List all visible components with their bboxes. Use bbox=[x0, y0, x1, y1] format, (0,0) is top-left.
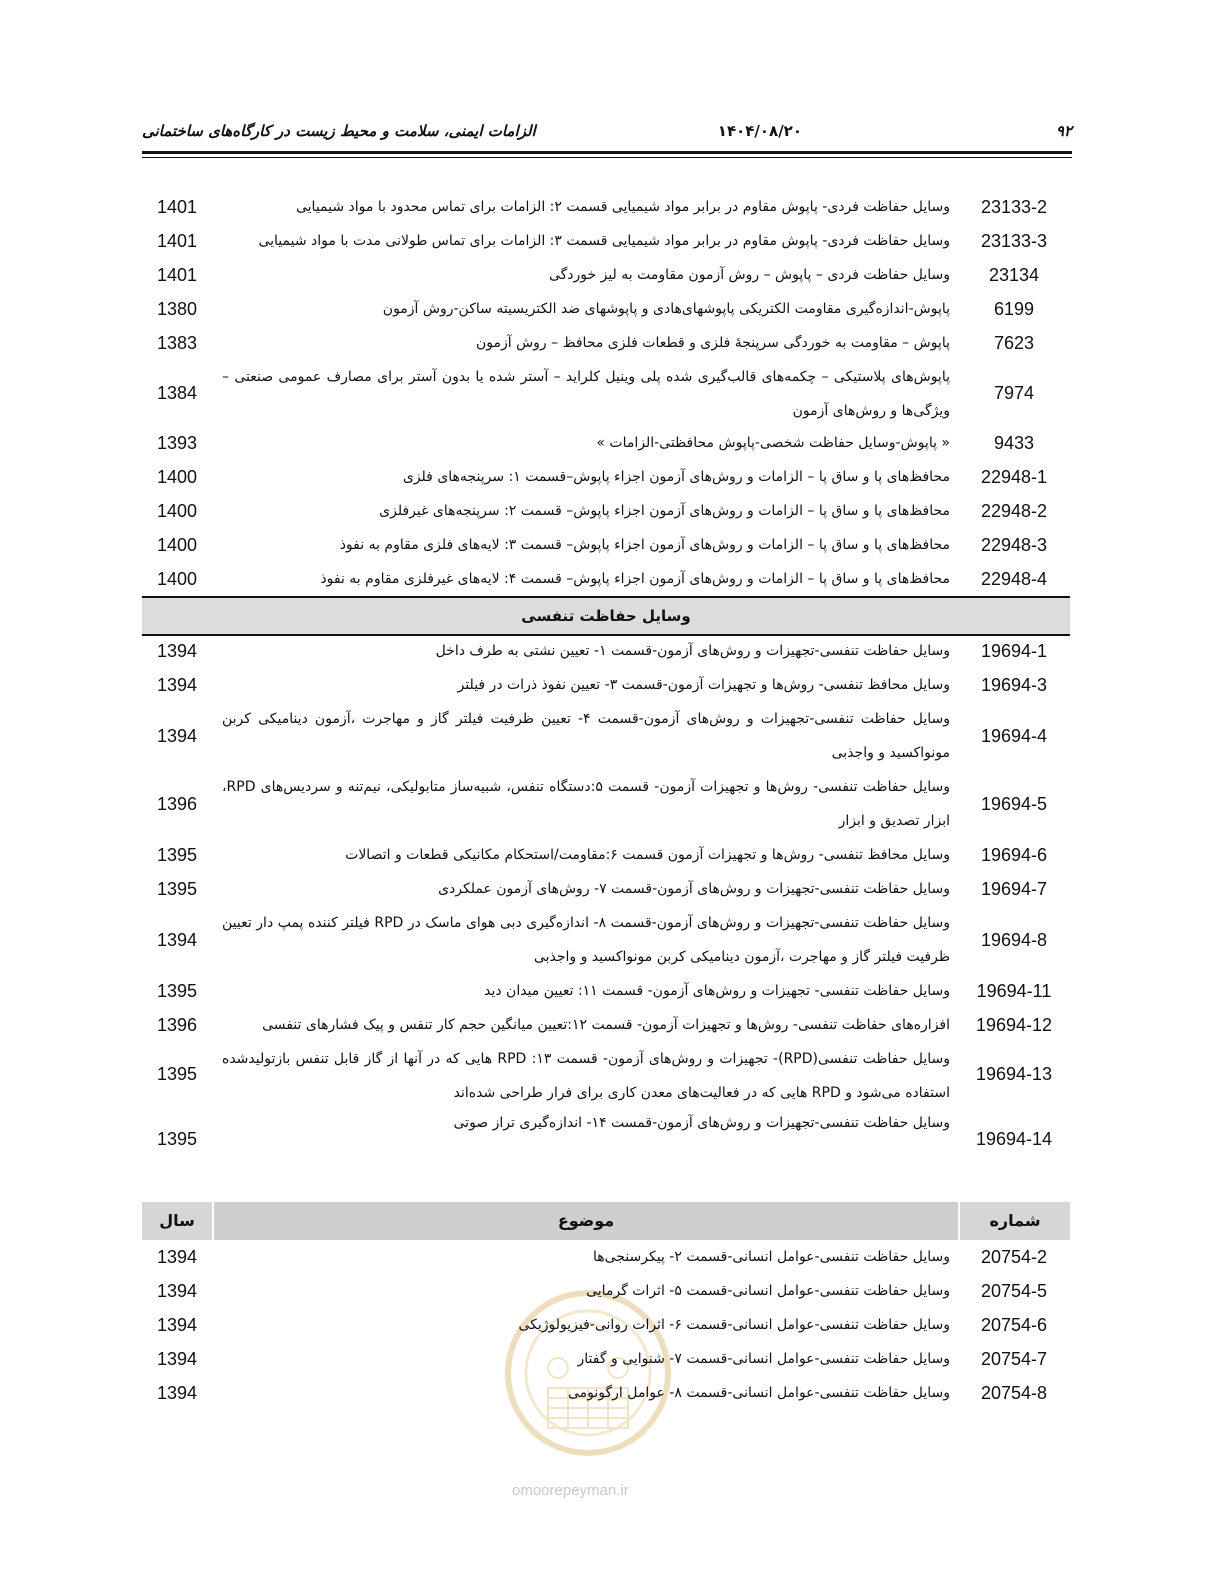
standard-number: 23133-2 bbox=[980, 197, 1048, 217]
standard-year: 1394 bbox=[156, 1247, 198, 1267]
standard-number: 6199 bbox=[993, 299, 1035, 319]
standard-number: 7623 bbox=[993, 333, 1035, 353]
standard-year: 1395 bbox=[156, 1129, 198, 1149]
footwear-standards-table bbox=[142, 190, 1070, 596]
table-row bbox=[142, 668, 1070, 702]
standard-subject: محافظ‌های پا و ساق پا – الزامات و روش‌های آزمون اجزاء پاپوش– قسمت ۲: سرپنجه‌های غیرفلزی bbox=[379, 503, 950, 519]
standard-year: 1394 bbox=[156, 641, 198, 661]
table-row bbox=[142, 360, 1070, 426]
standard-subject: وسایل حفاظت تنفسی-تجهیزات و روش‌های آزمون-قسمت ۱- تعیین نشتی به طرف داخل bbox=[435, 643, 950, 659]
standard-number: 19694-6 bbox=[980, 845, 1048, 865]
standard-subject: « پاپوش-وسایل حفاظت شخصی-پاپوش محافظتی-الزامات » bbox=[596, 435, 950, 451]
standard-subject: وسایل حفاظت تنفسی-تجهیزات و روش‌های آزمون-قمست ۱۴- اندازه‌گیری تراز صوتی bbox=[453, 1115, 950, 1131]
table-header bbox=[142, 1202, 1070, 1240]
standard-year: 1401 bbox=[156, 231, 198, 251]
standard-year: 1394 bbox=[156, 1315, 198, 1335]
table-row bbox=[142, 562, 1070, 596]
standard-number: 19694-5 bbox=[980, 794, 1048, 814]
table-row bbox=[142, 1106, 1070, 1172]
header-title: الزامات ایمنی، سلامت و محیط زیست در کارگاه‌های ساختمانی bbox=[142, 122, 536, 140]
standard-year: 1401 bbox=[156, 197, 198, 217]
standard-year: 1393 bbox=[156, 433, 198, 453]
standard-subject: محافظ‌های پا و ساق پا – الزامات و روش‌های آزمون اجزاء پاپوش–قسمت ۱: سرپنجه‌های فلزی bbox=[402, 469, 950, 485]
standard-number: 22948-4 bbox=[980, 569, 1048, 589]
standard-number: 19694-1 bbox=[980, 641, 1048, 661]
table-row bbox=[142, 770, 1070, 838]
standard-year: 1394 bbox=[156, 1281, 198, 1301]
standard-year: 1394 bbox=[156, 726, 198, 746]
standard-year: 1394 bbox=[156, 930, 198, 950]
standard-number: 19694-8 bbox=[980, 930, 1048, 950]
standard-number: 19694-11 bbox=[976, 981, 1052, 1001]
standard-subject: وسایل حفاظت فردی – پاپوش – روش آزمون مقاومت به لیز خوردگی bbox=[548, 267, 950, 283]
standard-subject: وسایل حفاظت تنفسی-عوامل انسانی-قسمت ۲- پیکرسنجی‌ها bbox=[592, 1249, 950, 1265]
table-row bbox=[142, 528, 1070, 562]
table-row bbox=[142, 326, 1070, 360]
table-row bbox=[142, 1240, 1070, 1274]
standard-subject: وسایل حفاظت تنفسی(RPD)- تجهیزات و روش‌های آزمون- قسمت ۱۳: RPD هایی که در آنها از گاز قابل تنفس بازتولیدشده استفاده می‌شود و RPD هایی که در فعالیت‌های معدن کاری برای فرار طراحی شده‌اند bbox=[222, 1051, 951, 1101]
table-row bbox=[142, 292, 1070, 326]
standard-year: 1400 bbox=[156, 467, 198, 487]
standard-number: 22948-2 bbox=[980, 501, 1048, 521]
standard-year: 1401 bbox=[156, 265, 198, 285]
standard-number: 20754-7 bbox=[980, 1349, 1048, 1369]
table-row bbox=[142, 838, 1070, 872]
standard-subject: وسایل حفاظت تنفسی-تجهیزات و روش‌های آزمون-قسمت ۴- تعیین ظرفیت فیلتر گاز و مهاجرت ،آزمون دینامیکی کربن مونواکسید و واجذبی bbox=[222, 711, 950, 761]
standard-number: 20754-6 bbox=[980, 1315, 1048, 1335]
table-row bbox=[142, 906, 1070, 974]
standard-number: 23133-3 bbox=[980, 231, 1048, 251]
standard-subject: وسایل محافظ تنفسی- روش‌ها و تجهیزات آزمون-قسمت ۳- تعیین نفوذ ذرات در فیلتر bbox=[457, 677, 950, 693]
table-row bbox=[142, 426, 1070, 460]
standard-year: 1395 bbox=[156, 981, 198, 1001]
human-factors-standards-table bbox=[142, 1240, 1070, 1410]
standard-number: 23134 bbox=[988, 265, 1040, 285]
column-header-year: سال bbox=[159, 1211, 195, 1230]
table-row bbox=[142, 460, 1070, 494]
standard-number: 22948-1 bbox=[980, 467, 1048, 487]
respiratory-standards-table bbox=[142, 634, 1070, 1172]
standard-number: 19694-14 bbox=[975, 1129, 1053, 1149]
watermark-url: omoorepeyman.ir bbox=[512, 1482, 629, 1499]
standard-subject: وسایل حفاظت فردی- پاپوش مقاوم در برابر مواد شیمیایی قسمت ۳: الزامات برای تماس طولانی مدت با مواد شیمیایی bbox=[258, 233, 950, 249]
standard-subject: وسایل حفاظت تنفسی- روش‌ها و تجهیزات آزمون- قسمت ۵:دستگاه تنفس، شبیه‌ساز متابولیکی، نیم‌تنه و سردیس‌های RPD، ابزار تصدیق و ابزار bbox=[222, 779, 951, 829]
table-row bbox=[142, 1008, 1070, 1042]
header-date: ۱۴۰۴/۰۸/۲۰ bbox=[717, 122, 802, 140]
standard-year: 1395 bbox=[156, 879, 198, 899]
table-row bbox=[142, 1274, 1070, 1308]
standard-year: 1394 bbox=[156, 675, 198, 695]
standard-number: 19694-7 bbox=[980, 879, 1048, 899]
standard-subject: پاپوش‌های پلاستیکی – چکمه‌های قالب‌گیری شده پلی وینیل کلراید – آستر شده یا بدون آستر برای مصارف عمومی صنعتی –ویژگی‌ها و روش‌های آزمون bbox=[222, 369, 950, 419]
standard-number: 20754-2 bbox=[980, 1247, 1048, 1267]
standard-number: 19694-3 bbox=[980, 675, 1048, 695]
table-row bbox=[142, 1308, 1070, 1342]
table-row bbox=[142, 224, 1070, 258]
standard-subject: وسایل حفاظت فردی- پاپوش مقاوم در برابر مواد شیمیایی قسمت ۲: الزامات برای تماس محدود با مواد شیمیایی bbox=[295, 199, 950, 215]
table-row bbox=[142, 1342, 1070, 1376]
standard-subject: وسایل حفاظت تنفسی-عوامل انسانی-قسمت ۸- عوامل ارگونومی bbox=[567, 1385, 950, 1401]
standard-number: 22948-3 bbox=[980, 535, 1048, 555]
table-row bbox=[142, 1376, 1070, 1410]
standard-subject: وسایل محافظ تنفسی- روش‌ها و تجهیزات آزمون قسمت ۶:مقاومت/استحکام مکانیکی قطعات و اتصالات bbox=[345, 847, 950, 863]
standard-year: 1400 bbox=[156, 501, 198, 521]
standard-year: 1394 bbox=[156, 1349, 198, 1369]
standard-year: 1395 bbox=[156, 845, 198, 865]
table-row bbox=[142, 258, 1070, 292]
table-row bbox=[142, 634, 1070, 668]
standard-year: 1380 bbox=[156, 299, 198, 319]
standard-subject: پاپوش-اندازه‌گیری مقاومت الکتریکی پاپوشهای‌هادی و پاپوشهای ضد الکتریسیته ساکن-روش آزمون bbox=[382, 301, 950, 317]
standard-subject: وسایل حفاظت تنفسی-عوامل انسانی-قسمت ۵- اثرات گرمایی bbox=[586, 1283, 950, 1299]
header-rule-thin bbox=[142, 157, 1072, 158]
standard-year: 1400 bbox=[156, 569, 198, 589]
table-row bbox=[142, 702, 1070, 770]
standard-year: 1400 bbox=[156, 535, 198, 555]
standard-subject: محافظ‌های پا و ساق پا – الزامات و روش‌های آزمون اجزاء پاپوش– قسمت ۴: لایه‌های غیرفلزی مقاوم به نفوذ bbox=[320, 571, 950, 587]
standard-subject: محافظ‌های پا و ساق پا – الزامات و روش‌های آزمون اجزاء پاپوش– قسمت ۳: لایه‌های فلزی مقاوم به نفوذ bbox=[339, 537, 950, 553]
table-row bbox=[142, 190, 1070, 224]
standard-year: 1384 bbox=[156, 383, 198, 403]
standard-subject: وسایل حفاظت تنفسی-عوامل انسانی-قسمت ۶- اثرات روانی-فیزیولوژیکی bbox=[518, 1317, 950, 1333]
standard-year: 1383 bbox=[156, 333, 198, 353]
section-heading-respiratory: وسایل حفاظت تنفسی bbox=[142, 596, 1070, 636]
standard-number: 19694-13 bbox=[975, 1064, 1053, 1084]
page-header bbox=[142, 118, 1072, 152]
standard-subject: وسایل حفاظت تنفسی-عوامل انسانی-قسمت ۷- شنوایی و گفتار bbox=[577, 1351, 950, 1367]
standard-number: 7974 bbox=[993, 383, 1035, 403]
standard-subject: افزاره‌های حفاظت تنفسی- روش‌ها و تجهیزات آزمون- قسمت ۱۲:تعیین میانگین حجم کار تنفس و پیک فشارهای تنفسی bbox=[262, 1017, 950, 1033]
standard-year: 1396 bbox=[156, 1015, 198, 1035]
standard-subject: وسایل حفاظت تنفسی-تجهیزات و روش‌های آزمون-قسمت ۸- اندازه‌گیری دبی هوای ماسک در RPD فیلتر کننده پمپ دار تعیین ظرفیت فیلتر گاز و مهاجرت ،آزمون دینامیکی کربن مونواکسید و واجذبی bbox=[222, 915, 950, 965]
table-row bbox=[142, 494, 1070, 528]
standard-number: 20754-8 bbox=[980, 1383, 1048, 1403]
standard-year: 1396 bbox=[156, 794, 198, 814]
page-number: ۹۲ bbox=[1055, 122, 1072, 140]
standard-subject: پاپوش – مقاومت به خوردگی سرپنجهٔ فلزی و قطعات فلزی محافظ – روش آزمون bbox=[475, 335, 950, 351]
standard-number: 20754-5 bbox=[980, 1281, 1048, 1301]
standard-number: 19694-12 bbox=[975, 1015, 1053, 1035]
standard-number: 19694-4 bbox=[980, 726, 1048, 746]
table-row bbox=[142, 974, 1070, 1008]
column-header-number: شماره bbox=[989, 1211, 1041, 1230]
standard-number: 9433 bbox=[993, 433, 1035, 453]
standard-year: 1394 bbox=[156, 1383, 198, 1403]
header-rule-thick bbox=[142, 151, 1072, 154]
standard-subject: وسایل حفاظت تنفسی- تجهیزات و روش‌های آزمون- قسمت ۱۱: تعیین میدان دید bbox=[484, 983, 950, 999]
column-header-subject: موضوع bbox=[212, 1202, 960, 1240]
table-row bbox=[142, 1042, 1070, 1106]
table-row bbox=[142, 872, 1070, 906]
standard-subject: وسایل حفاظت تنفسی-تجهیزات و روش‌های آزمون-قسمت ۷- روش‌های آزمون عملکردی bbox=[438, 881, 950, 897]
standard-year: 1395 bbox=[156, 1064, 198, 1084]
